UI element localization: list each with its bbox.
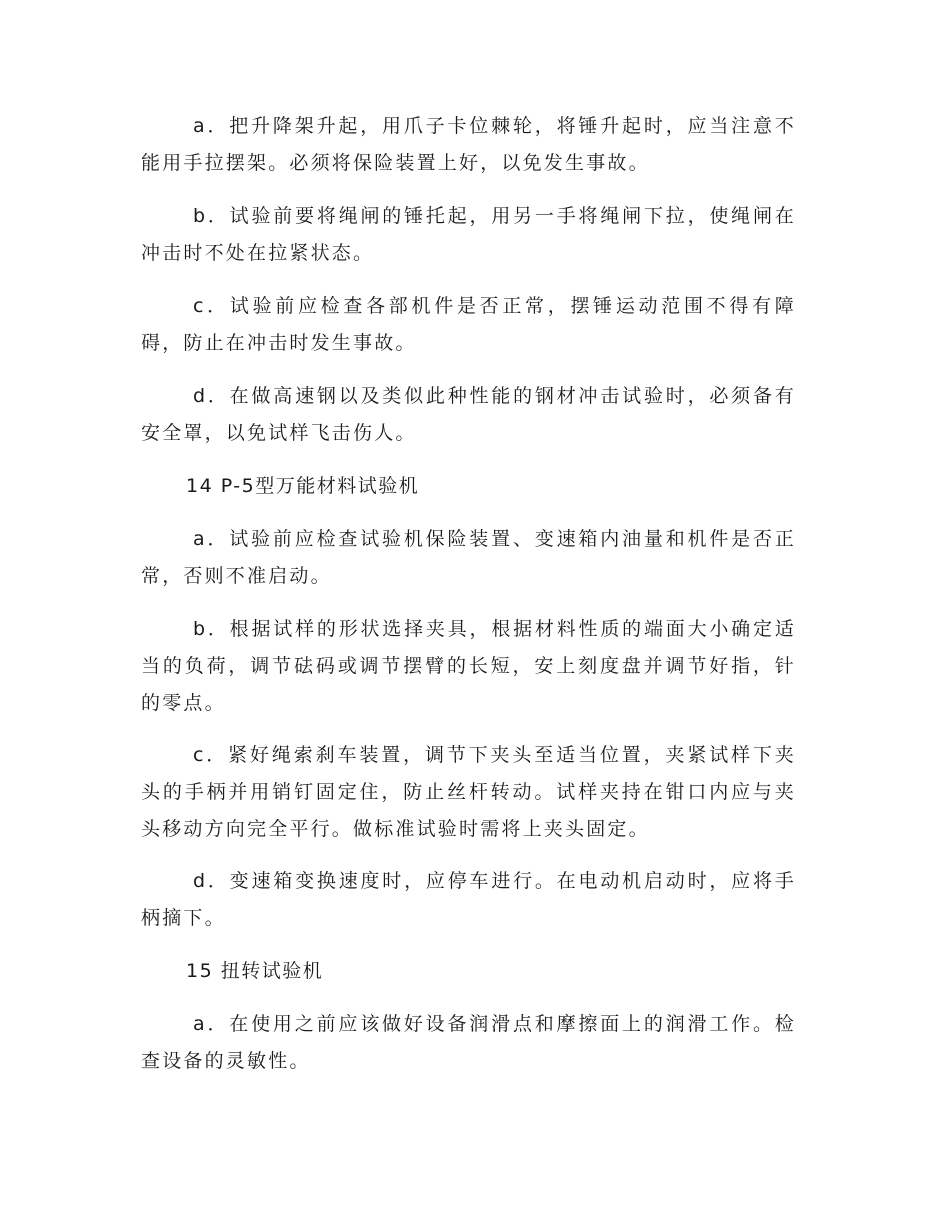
- paragraph-14a: a．试验前应检查试验机保险装置、变速箱内油量和机件是否正常，否则不准启动。: [141, 528, 796, 587]
- paragraph-13b: b．试验前要将绳闸的锤托起，用另一手将绳闸下拉，使绳闸在冲击时不处在拉紧状态。: [141, 205, 796, 264]
- paragraph-14c: c．紧好绳索刹车装置，调节下夹头至适当位置，夹紧试样下夹头的手柄并用销钉固定住，防止丝杆转动。试样夹持在钳口内应与夹头移动方向完全平行。做标准试验时需将上夹头固定。: [141, 744, 796, 840]
- section-15-heading: 15 扭转试验机: [186, 960, 324, 982]
- paragraph-14d: d．变速箱变换速度时，应停车进行。在电动机启动时，应将手柄摘下。: [141, 870, 796, 929]
- paragraph-13d: d．在做高速钢以及类似此种性能的钢材冲击试验时，必须备有安全罩，以免试样飞击伤人。: [141, 385, 796, 444]
- paragraph-14b: b．根据试样的形状选择夹具，根据材料性质的端面大小确定适当的负荷，调节砝码或调节摆臂的长短，安上刻度盘并调节好指，针的零点。: [141, 618, 796, 714]
- paragraph-15a: a．在使用之前应该做好设备润滑点和摩擦面上的润滑工作。检查设备的灵敏性。: [141, 1013, 796, 1072]
- paragraph-13c: c．试验前应检查各部机件是否正常，摆锤运动范围不得有障碍，防止在冲击时发生事故。: [141, 295, 796, 354]
- paragraph-13a: a．把升降架升起，用爪子卡位棘轮，将锤升起时，应当注意不能用手拉摆架。必须将保险装置上好，以免发生事故。: [141, 115, 796, 174]
- section-14-heading: 14 P-5型万能材料试验机: [186, 475, 420, 497]
